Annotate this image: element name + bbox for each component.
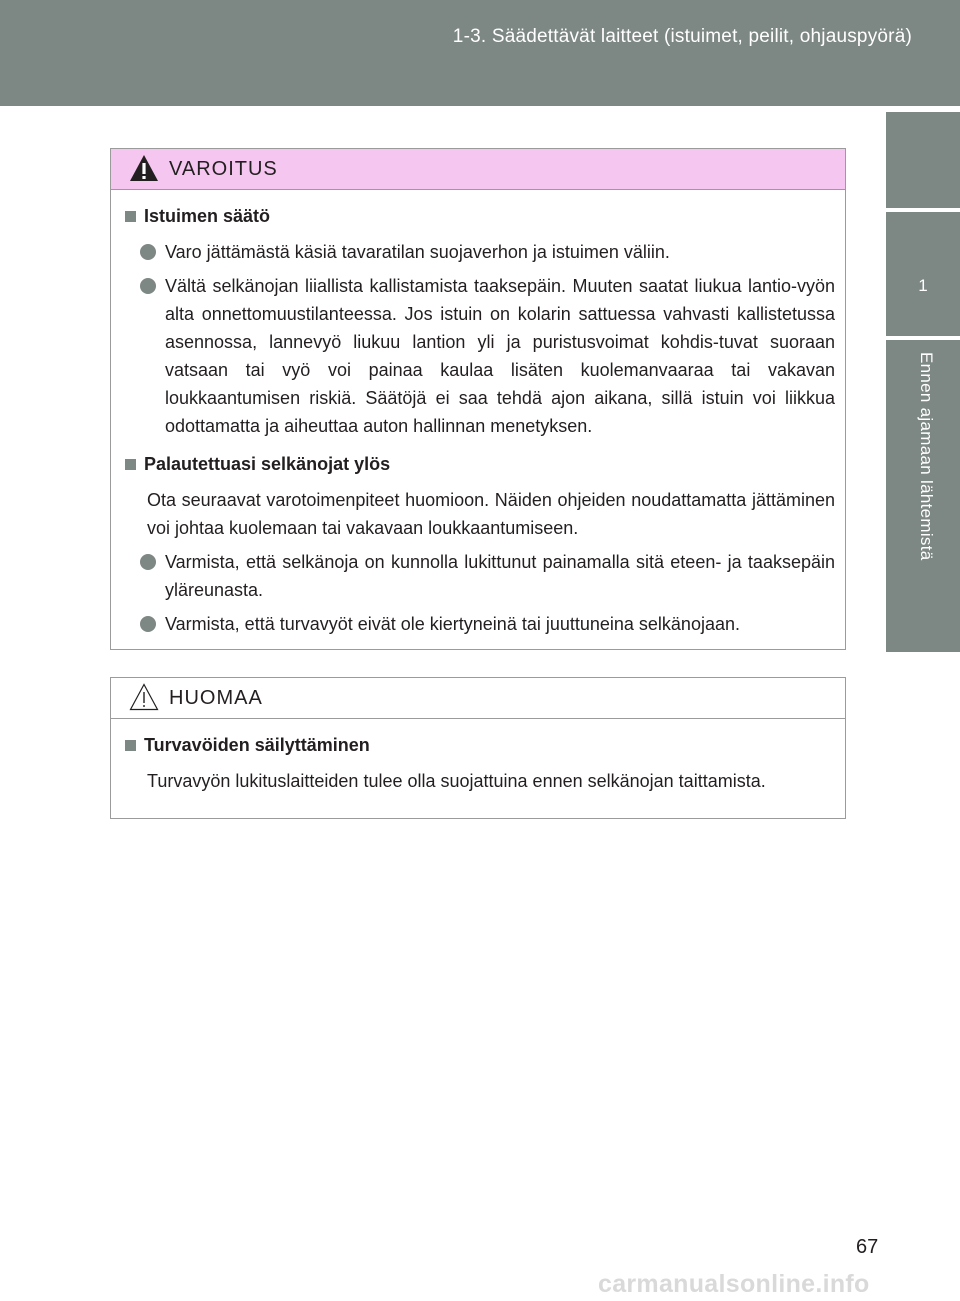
bullet-text: Vältä selkänojan liiallista kallistamista taaksepäin. Muuten saatat liukua lantio-vyön alta onnettomuustilanteessa. Jos istuin on kolarin sattuessa vahvasti kallistetussa asennossa, lannevyö liukuu lantion yli ja puristusvoimat kohdis-tuvat suoraan vatsaan tai vyö voi painaa kaulaa lisäten kuolemanvaaraa tai vakavan loukkaantumisen riskiä. Säätöjä ei saa tehdä ajon aikana, sillä istuin voi liikkua odottamatta ja aiheuttaa auton hallinnan menetyksen.	[165, 276, 835, 436]
section-heading-text: Turvavöiden säilyttäminen	[144, 735, 370, 755]
bullet-item	[123, 272, 835, 440]
chapter-number-block	[886, 208, 960, 340]
bullet-item	[123, 610, 835, 638]
page-number: 67	[856, 1236, 879, 1258]
section-heading	[123, 733, 835, 757]
notice-box	[110, 677, 846, 819]
notice-text: Turvavyön lukituslaitteiden tulee olla suojattuina ennen selkänojan taittamista.	[147, 771, 766, 791]
notice-title: HUOMAA	[169, 687, 263, 709]
section-heading-text: Istuimen säätö	[144, 206, 271, 226]
circle-bullet-icon	[140, 554, 156, 570]
circle-bullet-icon	[140, 278, 156, 294]
page-header-bar	[0, 0, 960, 106]
warning-triangle-icon	[129, 153, 159, 188]
warning-box-header	[111, 149, 845, 190]
circle-bullet-icon	[140, 616, 156, 632]
section-heading	[123, 204, 835, 228]
square-bullet-icon	[125, 740, 136, 751]
warning-title: VAROITUS	[169, 158, 278, 180]
section-heading	[123, 452, 835, 476]
notice-box-body	[111, 719, 845, 795]
section-heading-text: Palautettuasi selkänojat ylös	[144, 454, 391, 474]
notice-box-header	[111, 678, 845, 719]
chapter-number: 1	[918, 276, 928, 295]
caution-triangle-icon	[129, 682, 159, 717]
bullet-text: Varmista, että selkänoja on kunnolla lukittunut painamalla sitä eteen- ja taaksepäin yläreunasta.	[165, 552, 835, 600]
section-intro: Ota seuraavat varotoimenpiteet huomioon. Näiden ohjeiden noudattamatta jättäminen voi johtaa kuolemaan tai vakavaan loukkaantumiseen.	[147, 490, 835, 538]
bullet-item	[123, 238, 835, 266]
watermark-text: carmanualsonline.info	[598, 1270, 870, 1298]
bullet-text: Varo jättämästä käsiä tavaratilan suojaverhon ja istuimen väliin.	[165, 242, 670, 262]
section-title: 1-3. Säädettävät laitteet (istuimet, peilit, ohjauspyörä)	[452, 26, 912, 47]
square-bullet-icon	[125, 211, 136, 222]
warning-box	[110, 148, 846, 650]
warning-box-body	[111, 190, 845, 638]
bullet-text: Varmista, että turvavyöt eivät ole kiertyneinä tai juuttuneina selkänojaan.	[165, 614, 740, 634]
square-bullet-icon	[125, 459, 136, 470]
circle-bullet-icon	[140, 244, 156, 260]
chapter-title: Ennen ajamaan lähtemistä	[917, 352, 936, 561]
bullet-item	[123, 548, 835, 604]
